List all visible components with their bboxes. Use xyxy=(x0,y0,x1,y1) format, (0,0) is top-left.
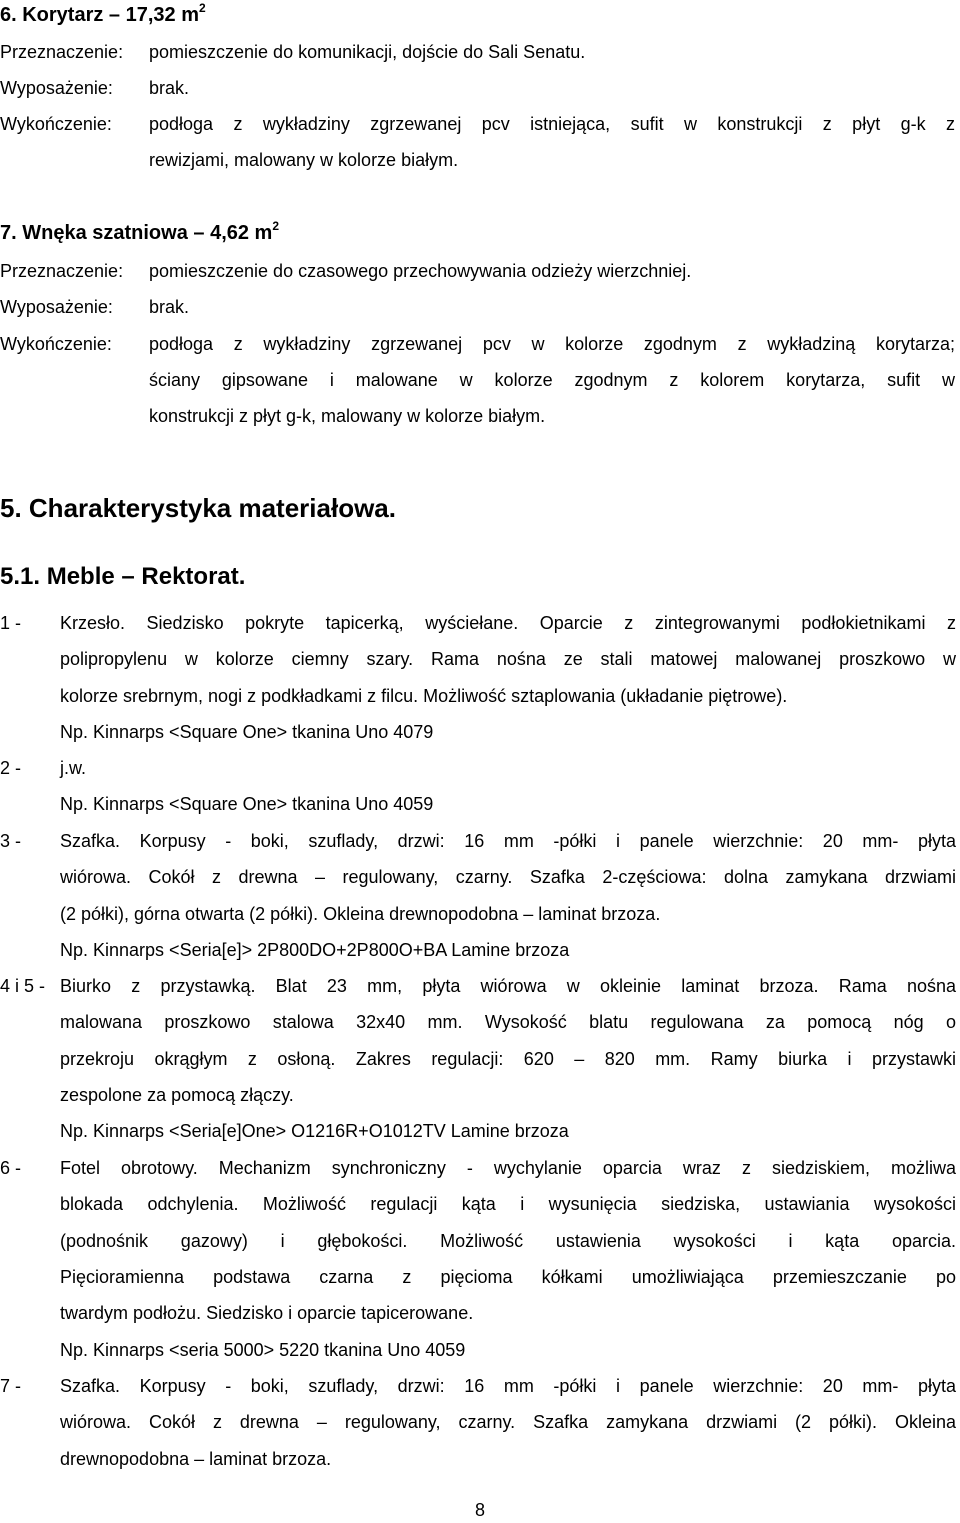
item-line: Szafka. Korpusy - boki, szuflady, drzwi: 16 mm -półki i panele wierzchnie: 20 mm- płyta xyxy=(60,831,956,851)
item-number: 4 i 5 - xyxy=(0,976,46,996)
wykonczenie-line: podłoga z wykładziny zgrzewanej pcv istniejąca, sufit w konstrukcji z płyt g-k z xyxy=(149,114,955,134)
item-line: Szafka. Korpusy - boki, szuflady, drzwi: 16 mm -półki i panele wierzchnie: 20 mm- płyta xyxy=(60,1376,956,1396)
wykonczenie-label: Wykończenie: xyxy=(0,334,112,354)
item-line: kolorze srebrnym, nogi z podkładkami z filcu. Możliwość sztaplowania (układanie piętrowe). xyxy=(60,685,788,706)
przeznaczenie-label: Przeznaczenie: xyxy=(0,261,124,281)
wykonczenie-label: Wykończenie: xyxy=(0,114,112,134)
wyposazenie-value: brak. xyxy=(149,78,190,98)
item-example: Np. Kinnarps <seria 5000> 5220 tkanina Uno 4059 xyxy=(60,1339,466,1360)
wykonczenie-line: podłoga z wykładziny zgrzewanej pcv w kolorze zgodnym z wykładziną korytarza; xyxy=(149,334,955,354)
item-line: przekroju okrągłym z osłoną. Zakres regulacji: 620 – 820 mm. Ramy biurka i przystawki xyxy=(60,1048,956,1069)
wyposazenie-label: Wyposażenie: xyxy=(0,297,113,317)
item-line: (2 półki), górna otwarta (2 półki). Okleina drewnopodobna – laminat brzoza. xyxy=(60,903,661,924)
item-number: 2 - xyxy=(0,758,22,778)
wykonczenie-line: konstrukcji z płyt g-k, malowany w kolorze białym. xyxy=(149,406,546,426)
section-7-title: 7. Wnęka szatniowa – 4,62 m xyxy=(0,222,273,244)
chapter-5-title: 5. Charakterystyka materiałowa. xyxy=(0,493,396,523)
section-6-superscript: 2 xyxy=(199,1,206,15)
item-line: j.w. xyxy=(60,758,87,778)
item-line: twardym podłożu. Siedzisko i oparcie tapicerowane. xyxy=(60,1303,474,1324)
wykonczenie-line: ściany gipsowane i malowane w kolorze zgodnym z kolorem korytarza, sufit w xyxy=(149,370,955,390)
section-5-1-title: 5.1. Meble – Rektorat. xyxy=(0,563,246,590)
item-line: polipropylenu w kolorze ciemny szary. Rama nośna ze stali matowej malowanej proszkowo w xyxy=(60,649,956,670)
item-line: malowana proszkowo stalowa 32x40 mm. Wysokość blatu regulowana za pomocą nóg o xyxy=(60,1012,956,1033)
section-7-heading xyxy=(0,219,280,245)
item-line: wiórowa. Cokół z drewna – regulowany, czarny. Szafka zamykana drzwiami (2 półki). Okleina xyxy=(60,1412,956,1433)
item-line: zespolone za pomocą złączy. xyxy=(60,1084,294,1105)
section-6-title: 6. Korytarz – 17,32 m xyxy=(0,4,199,26)
wykonczenie-line: rewizjami, malowany w kolorze białym. xyxy=(149,150,459,170)
przeznaczenie-value: pomieszczenie do komunikacji, dojście do Sali Senatu. xyxy=(149,42,586,62)
item-number: 6 - xyxy=(0,1158,22,1178)
wyposazenie-label: Wyposażenie: xyxy=(0,78,113,98)
section-7-superscript: 2 xyxy=(272,219,280,233)
wyposazenie-value: brak. xyxy=(149,297,190,317)
section-6-heading xyxy=(0,1,206,27)
item-line: Fotel obrotowy. Mechanizm synchroniczny - wychylanie oparcia wraz z siedziskiem, możliwa xyxy=(60,1158,956,1178)
item-line: (podnośnik gazowy) i głębokości. Możliwość ustawienia wysokości i kąta oparcia. xyxy=(60,1230,956,1251)
item-example: Np. Kinnarps <Square One> tkanina Uno 4059 xyxy=(60,794,434,815)
item-line: Krzesło. Siedzisko pokryte tapicerką, wyściełane. Oparcie z zintegrowanymi podłokietnikami z xyxy=(60,613,956,633)
item-line: Pięcioramienna podstawa czarna z pięcioma kółkami umożliwiająca przemieszczanie po xyxy=(60,1266,956,1287)
item-example: Np. Kinnarps <Seria[e]> 2P800DO+2P800O+BA Lamine brzoza xyxy=(60,939,570,960)
item-line: Biurko z przystawką. Blat 23 mm, płyta wiórowa w okleinie laminat brzoza. Rama nośna xyxy=(60,976,956,996)
item-line: drewnopodobna – laminat brzoza. xyxy=(60,1448,332,1469)
przeznaczenie-label: Przeznaczenie: xyxy=(0,42,124,62)
item-number: 1 - xyxy=(0,613,22,633)
item-number: 3 - xyxy=(0,831,22,851)
item-line: wiórowa. Cokół z drewna – regulowany, czarny. Szafka 2-częściowa: dolna zamykana drzwiami xyxy=(60,867,956,888)
page-number: 8 xyxy=(474,1500,485,1520)
item-line: blokada odchylenia. Możliwość regulacji kąta i wysunięcia siedziska, ustawiania wysokości xyxy=(60,1194,956,1215)
przeznaczenie-value: pomieszczenie do czasowego przechowywania odzieży wierzchniej. xyxy=(149,261,692,281)
item-number: 7 - xyxy=(0,1376,22,1396)
item-example: Np. Kinnarps <Square One> tkanina Uno 4079 xyxy=(60,721,434,742)
item-example: Np. Kinnarps <Seria[e]One> O1216R+O1012TV Lamine brzoza xyxy=(60,1121,569,1142)
